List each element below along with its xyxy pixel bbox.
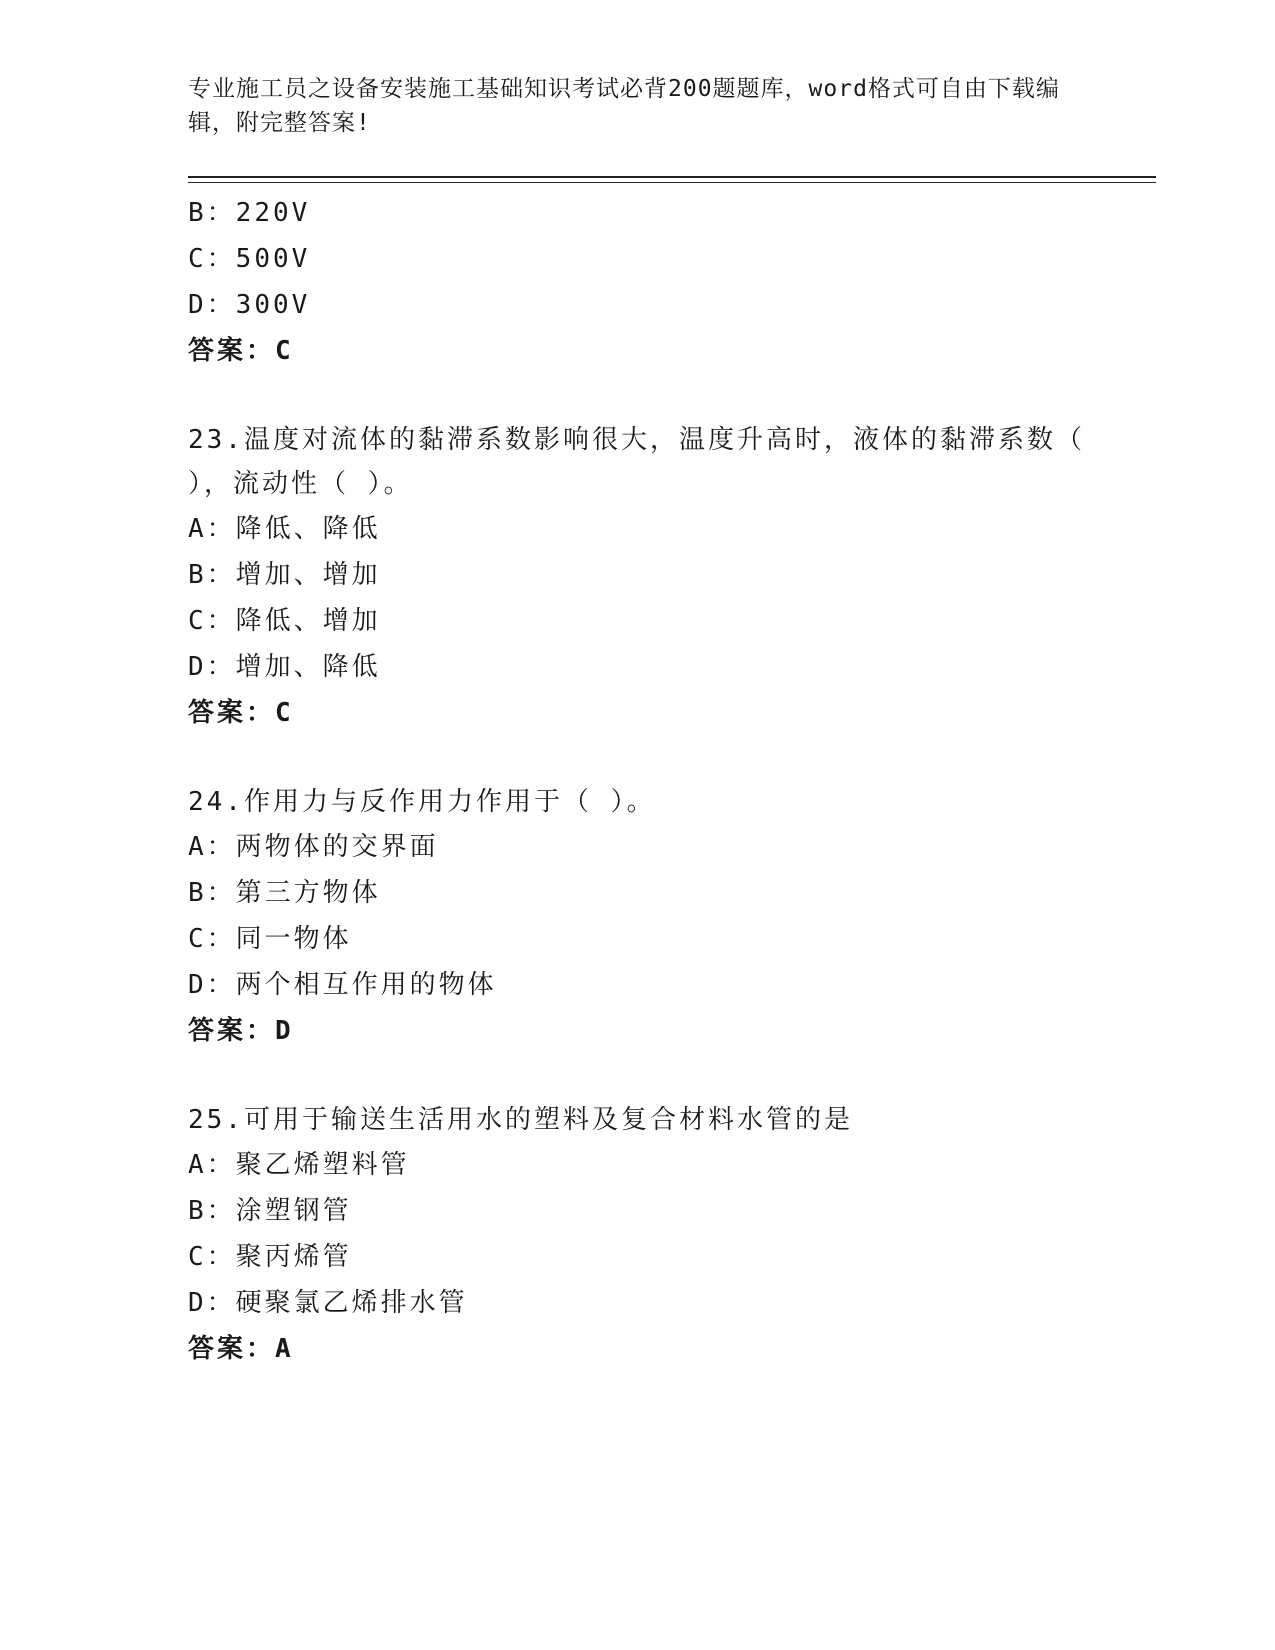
- option-c: C：聚丙烯管: [188, 1242, 352, 1272]
- option-b: B：220V: [188, 198, 311, 228]
- question-list: [188, 190, 1088, 1372]
- option-a: A：聚乙烯塑料管: [188, 1150, 410, 1180]
- option-b: B：增加、增加: [188, 560, 381, 590]
- question-22: [188, 190, 1088, 374]
- answer: 答案：C: [188, 698, 294, 728]
- option-a: A：降低、降低: [188, 514, 381, 544]
- option-d: D：增加、降低: [188, 652, 381, 682]
- option-d: D：两个相互作用的物体: [188, 970, 497, 1000]
- option-c: C：同一物体: [188, 924, 352, 954]
- question-24: [188, 780, 1088, 1054]
- option-d: D：300V: [188, 290, 311, 320]
- header-rule-thin: [188, 182, 1156, 183]
- question-title: 23.温度对流体的黏滞系数影响很大，温度升高时，液体的黏滞系数（ ），流动性（ ）。: [188, 425, 1085, 499]
- question-25: [188, 1098, 1088, 1372]
- answer: 答案：A: [188, 1334, 294, 1364]
- option-c: C：降低、增加: [188, 606, 381, 636]
- question-23: [188, 418, 1088, 736]
- option-c: C：500V: [188, 244, 311, 274]
- header-rule-thick: [188, 176, 1156, 178]
- option-a: A：两物体的交界面: [188, 832, 439, 862]
- option-d: D：硬聚氯乙烯排水管: [188, 1288, 468, 1318]
- answer: 答案：D: [188, 1016, 294, 1046]
- answer: 答案：C: [188, 336, 294, 366]
- option-b: B：涂塑钢管: [188, 1196, 352, 1226]
- option-b: B：第三方物体: [188, 878, 381, 908]
- document-header: 专业施工员之设备安装施工基础知识考试必背200题题库，word格式可自由下载编辑，附完整答案!: [188, 76, 1060, 136]
- question-title: 24.作用力与反作用力作用于（ ）。: [188, 787, 656, 817]
- question-title: 25.可用于输送生活用水的塑料及复合材料水管的是: [188, 1105, 853, 1135]
